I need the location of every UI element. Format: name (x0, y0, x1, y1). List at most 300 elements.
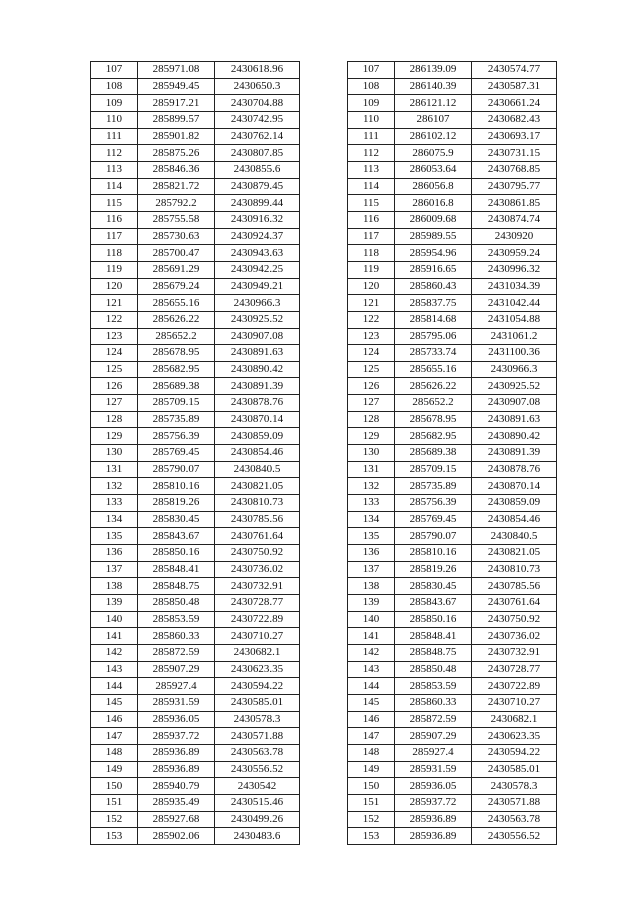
x-coordinate-cell: 285843.67 (138, 528, 215, 545)
y-coordinate-cell: 2430874.74 (472, 211, 557, 228)
table-row (348, 178, 557, 195)
table-row (91, 811, 300, 828)
y-coordinate-cell: 2430907.08 (472, 395, 557, 412)
x-coordinate-cell: 285850.16 (138, 545, 215, 562)
point-number-cell: 137 (91, 561, 138, 578)
table-row (348, 211, 557, 228)
y-coordinate-cell: 2430785.56 (215, 511, 300, 528)
y-coordinate-cell: 2430762.14 (215, 128, 300, 145)
point-number-cell: 148 (91, 744, 138, 761)
y-coordinate-cell: 2430563.78 (215, 744, 300, 761)
table-row (91, 678, 300, 695)
x-coordinate-cell: 285655.16 (138, 295, 215, 312)
x-coordinate-cell: 285689.38 (395, 445, 472, 462)
x-coordinate-cell: 285949.45 (138, 78, 215, 95)
y-coordinate-cell: 2430750.92 (472, 611, 557, 628)
x-coordinate-cell: 285872.59 (138, 644, 215, 661)
y-coordinate-cell: 2430722.89 (472, 678, 557, 695)
x-coordinate-cell: 285954.96 (395, 245, 472, 262)
table-row (348, 128, 557, 145)
y-coordinate-cell: 2430542 (215, 778, 300, 795)
point-number-cell: 119 (91, 261, 138, 278)
table-row (91, 694, 300, 711)
y-coordinate-cell: 2430942.25 (215, 261, 300, 278)
table-row (348, 611, 557, 628)
point-number-cell: 131 (348, 461, 395, 478)
y-coordinate-cell: 2430920 (472, 228, 557, 245)
point-number-cell: 140 (91, 611, 138, 628)
x-coordinate-cell: 285860.33 (138, 628, 215, 645)
table-row (348, 62, 557, 79)
x-coordinate-cell: 285735.89 (395, 478, 472, 495)
table-row (348, 95, 557, 112)
table-row (91, 261, 300, 278)
x-coordinate-cell: 285931.59 (395, 761, 472, 778)
y-coordinate-cell: 2430618.96 (215, 62, 300, 79)
table-row (348, 145, 557, 162)
table-row (91, 245, 300, 262)
table-row (348, 778, 557, 795)
y-coordinate-cell: 2430682.43 (472, 111, 557, 128)
table-row (348, 811, 557, 828)
y-coordinate-cell: 2430899.44 (215, 195, 300, 212)
y-coordinate-cell: 2430959.24 (472, 245, 557, 262)
y-coordinate-cell: 2430996.32 (472, 261, 557, 278)
x-coordinate-cell: 286053.64 (395, 161, 472, 178)
y-coordinate-cell: 2431042.44 (472, 295, 557, 312)
point-number-cell: 147 (348, 728, 395, 745)
x-coordinate-cell: 285899.57 (138, 111, 215, 128)
table-row (91, 744, 300, 761)
y-coordinate-cell: 2430704.88 (215, 95, 300, 112)
y-coordinate-cell: 2430761.64 (215, 528, 300, 545)
point-number-cell: 132 (348, 478, 395, 495)
table-row (348, 678, 557, 695)
x-coordinate-cell: 285769.45 (395, 511, 472, 528)
y-coordinate-cell: 2430949.21 (215, 278, 300, 295)
x-coordinate-cell: 285678.95 (395, 411, 472, 428)
point-number-cell: 120 (348, 278, 395, 295)
table-row (348, 828, 557, 845)
table-row (91, 161, 300, 178)
y-coordinate-cell: 2430821.05 (472, 545, 557, 562)
table-row (91, 761, 300, 778)
point-number-cell: 135 (91, 528, 138, 545)
table-row (91, 411, 300, 428)
table-row (91, 461, 300, 478)
point-number-cell: 114 (91, 178, 138, 195)
y-coordinate-cell: 2430966.3 (472, 361, 557, 378)
x-coordinate-cell: 285907.29 (138, 661, 215, 678)
table-row (348, 328, 557, 345)
table-row (91, 661, 300, 678)
y-coordinate-cell: 2430578.3 (215, 711, 300, 728)
point-number-cell: 145 (91, 694, 138, 711)
x-coordinate-cell: 285927.68 (138, 811, 215, 828)
y-coordinate-cell: 2430732.91 (472, 644, 557, 661)
x-coordinate-cell: 285936.05 (138, 711, 215, 728)
point-number-cell: 118 (91, 245, 138, 262)
point-number-cell: 127 (91, 395, 138, 412)
x-coordinate-cell: 285769.45 (138, 445, 215, 462)
point-number-cell: 134 (91, 511, 138, 528)
x-coordinate-cell: 286009.68 (395, 211, 472, 228)
y-coordinate-cell: 2430810.73 (472, 561, 557, 578)
y-coordinate-cell: 2430750.92 (215, 545, 300, 562)
coordinate-table-left-body (91, 62, 300, 845)
x-coordinate-cell: 285850.16 (395, 611, 472, 628)
table-row (91, 445, 300, 462)
x-coordinate-cell: 285917.21 (138, 95, 215, 112)
table-row (91, 611, 300, 628)
point-number-cell: 135 (348, 528, 395, 545)
table-row (91, 278, 300, 295)
y-coordinate-cell: 2430907.08 (215, 328, 300, 345)
y-coordinate-cell: 2430925.52 (472, 378, 557, 395)
y-coordinate-cell: 2430870.14 (472, 478, 557, 495)
x-coordinate-cell: 285830.45 (138, 511, 215, 528)
point-number-cell: 125 (348, 361, 395, 378)
table-row (348, 661, 557, 678)
table-row (91, 545, 300, 562)
x-coordinate-cell: 285971.08 (138, 62, 215, 79)
table-row (348, 295, 557, 312)
y-coordinate-cell: 2430854.46 (472, 511, 557, 528)
y-coordinate-cell: 2430571.88 (215, 728, 300, 745)
x-coordinate-cell: 285927.4 (395, 744, 472, 761)
x-coordinate-cell: 285846.36 (138, 161, 215, 178)
table-row (91, 111, 300, 128)
table-row (348, 694, 557, 711)
y-coordinate-cell: 2430891.63 (215, 345, 300, 362)
point-number-cell: 128 (348, 411, 395, 428)
table-row (91, 528, 300, 545)
x-coordinate-cell: 285850.48 (395, 661, 472, 678)
y-coordinate-cell: 2430761.64 (472, 595, 557, 612)
table-row (348, 411, 557, 428)
x-coordinate-cell: 285709.15 (138, 395, 215, 412)
y-coordinate-cell: 2430728.77 (472, 661, 557, 678)
point-number-cell: 116 (91, 211, 138, 228)
y-coordinate-cell: 2430722.89 (215, 611, 300, 628)
table-row (348, 345, 557, 362)
table-row (91, 361, 300, 378)
table-row (348, 511, 557, 528)
point-number-cell: 108 (348, 78, 395, 95)
point-number-cell: 131 (91, 461, 138, 478)
x-coordinate-cell: 286016.8 (395, 195, 472, 212)
point-number-cell: 124 (91, 345, 138, 362)
point-number-cell: 149 (91, 761, 138, 778)
y-coordinate-cell: 2430556.52 (472, 828, 557, 845)
point-number-cell: 138 (91, 578, 138, 595)
table-row (91, 711, 300, 728)
x-coordinate-cell: 285860.43 (395, 278, 472, 295)
point-number-cell: 133 (91, 495, 138, 512)
x-coordinate-cell: 285626.22 (138, 311, 215, 328)
table-row (348, 628, 557, 645)
x-coordinate-cell: 285989.55 (395, 228, 472, 245)
y-coordinate-cell: 2430736.02 (472, 628, 557, 645)
table-row (91, 211, 300, 228)
y-coordinate-cell: 2430855.6 (215, 161, 300, 178)
table-row (91, 178, 300, 195)
table-row (348, 578, 557, 595)
y-coordinate-cell: 2430682.1 (472, 711, 557, 728)
x-coordinate-cell: 285860.33 (395, 694, 472, 711)
y-coordinate-cell: 2430924.37 (215, 228, 300, 245)
point-number-cell: 117 (348, 228, 395, 245)
table-row (91, 195, 300, 212)
coordinate-table-right-body (348, 62, 557, 845)
x-coordinate-cell: 285935.49 (138, 794, 215, 811)
table-row (91, 228, 300, 245)
x-coordinate-cell: 285940.79 (138, 778, 215, 795)
y-coordinate-cell: 2430879.45 (215, 178, 300, 195)
table-row (348, 378, 557, 395)
table-row (348, 445, 557, 462)
y-coordinate-cell: 2431054.88 (472, 311, 557, 328)
point-number-cell: 130 (91, 445, 138, 462)
point-number-cell: 121 (348, 295, 395, 312)
point-number-cell: 120 (91, 278, 138, 295)
point-number-cell: 144 (348, 678, 395, 695)
table-row (348, 644, 557, 661)
y-coordinate-cell: 2430891.63 (472, 411, 557, 428)
y-coordinate-cell: 2430840.5 (472, 528, 557, 545)
point-number-cell: 119 (348, 261, 395, 278)
x-coordinate-cell: 285679.24 (138, 278, 215, 295)
table-row (91, 295, 300, 312)
y-coordinate-cell: 2430890.42 (215, 361, 300, 378)
point-number-cell: 151 (348, 794, 395, 811)
x-coordinate-cell: 285901.82 (138, 128, 215, 145)
point-number-cell: 136 (91, 545, 138, 562)
x-coordinate-cell: 285821.72 (138, 178, 215, 195)
point-number-cell: 133 (348, 495, 395, 512)
y-coordinate-cell: 2430623.35 (472, 728, 557, 745)
y-coordinate-cell: 2430710.27 (472, 694, 557, 711)
point-number-cell: 110 (91, 111, 138, 128)
point-number-cell: 113 (348, 161, 395, 178)
point-number-cell: 145 (348, 694, 395, 711)
x-coordinate-cell: 285927.4 (138, 678, 215, 695)
table-row (348, 78, 557, 95)
y-coordinate-cell: 2430594.22 (472, 744, 557, 761)
table-row (91, 328, 300, 345)
y-coordinate-cell: 2430810.73 (215, 495, 300, 512)
x-coordinate-cell: 285848.75 (395, 644, 472, 661)
point-number-cell: 110 (348, 111, 395, 128)
table-row (348, 245, 557, 262)
y-coordinate-cell: 2430585.01 (472, 761, 557, 778)
point-number-cell: 132 (91, 478, 138, 495)
table-row (348, 728, 557, 745)
table-row (348, 528, 557, 545)
y-coordinate-cell: 2430728.77 (215, 595, 300, 612)
table-row (91, 628, 300, 645)
table-row (91, 478, 300, 495)
y-coordinate-cell: 2430661.24 (472, 95, 557, 112)
x-coordinate-cell: 286102.12 (395, 128, 472, 145)
table-row (348, 361, 557, 378)
point-number-cell: 137 (348, 561, 395, 578)
y-coordinate-cell: 2430925.52 (215, 311, 300, 328)
point-number-cell: 144 (91, 678, 138, 695)
x-coordinate-cell: 285902.06 (138, 828, 215, 845)
point-number-cell: 152 (91, 811, 138, 828)
table-row (91, 428, 300, 445)
table-row (348, 561, 557, 578)
point-number-cell: 113 (91, 161, 138, 178)
y-coordinate-cell: 2430594.22 (215, 678, 300, 695)
x-coordinate-cell: 285853.59 (395, 678, 472, 695)
y-coordinate-cell: 2430732.91 (215, 578, 300, 595)
point-number-cell: 122 (91, 311, 138, 328)
point-number-cell: 109 (348, 95, 395, 112)
y-coordinate-cell: 2430515.46 (215, 794, 300, 811)
x-coordinate-cell: 285843.67 (395, 595, 472, 612)
point-number-cell: 126 (91, 378, 138, 395)
x-coordinate-cell: 285691.29 (138, 261, 215, 278)
x-coordinate-cell: 285937.72 (138, 728, 215, 745)
point-number-cell: 141 (91, 628, 138, 645)
y-coordinate-cell: 2430859.09 (472, 495, 557, 512)
y-coordinate-cell: 2430693.17 (472, 128, 557, 145)
x-coordinate-cell: 286140.39 (395, 78, 472, 95)
table-row (348, 461, 557, 478)
x-coordinate-cell: 285848.75 (138, 578, 215, 595)
x-coordinate-cell: 285872.59 (395, 711, 472, 728)
table-row (91, 728, 300, 745)
table-row (91, 794, 300, 811)
y-coordinate-cell: 2430587.31 (472, 78, 557, 95)
point-number-cell: 146 (348, 711, 395, 728)
y-coordinate-cell: 2430966.3 (215, 295, 300, 312)
x-coordinate-cell: 285819.26 (395, 561, 472, 578)
table-row (91, 828, 300, 845)
x-coordinate-cell: 285830.45 (395, 578, 472, 595)
y-coordinate-cell: 2430571.88 (472, 794, 557, 811)
y-coordinate-cell: 2430943.63 (215, 245, 300, 262)
point-number-cell: 138 (348, 578, 395, 595)
x-coordinate-cell: 285792.2 (138, 195, 215, 212)
x-coordinate-cell: 285709.15 (395, 461, 472, 478)
y-coordinate-cell: 2430585.01 (215, 694, 300, 711)
table-row (348, 161, 557, 178)
table-row (348, 495, 557, 512)
x-coordinate-cell: 285848.41 (138, 561, 215, 578)
point-number-cell: 107 (348, 62, 395, 79)
table-row (348, 545, 557, 562)
y-coordinate-cell: 2430891.39 (472, 445, 557, 462)
y-coordinate-cell: 2430795.77 (472, 178, 557, 195)
x-coordinate-cell: 285626.22 (395, 378, 472, 395)
table-row (348, 478, 557, 495)
point-number-cell: 153 (91, 828, 138, 845)
table-row (91, 778, 300, 795)
x-coordinate-cell: 286139.09 (395, 62, 472, 79)
x-coordinate-cell: 285936.89 (138, 761, 215, 778)
table-row (91, 128, 300, 145)
point-number-cell: 117 (91, 228, 138, 245)
y-coordinate-cell: 2430890.42 (472, 428, 557, 445)
point-number-cell: 126 (348, 378, 395, 395)
y-coordinate-cell: 2430682.1 (215, 644, 300, 661)
y-coordinate-cell: 2430736.02 (215, 561, 300, 578)
table-row (348, 794, 557, 811)
coordinate-table-right (347, 61, 557, 845)
x-coordinate-cell: 285655.16 (395, 361, 472, 378)
point-number-cell: 123 (91, 328, 138, 345)
point-number-cell: 150 (91, 778, 138, 795)
x-coordinate-cell: 285652.2 (395, 395, 472, 412)
x-coordinate-cell: 285790.07 (395, 528, 472, 545)
x-coordinate-cell: 285936.89 (138, 744, 215, 761)
y-coordinate-cell: 2430785.56 (472, 578, 557, 595)
y-coordinate-cell: 2431061.2 (472, 328, 557, 345)
x-coordinate-cell: 285875.26 (138, 145, 215, 162)
x-coordinate-cell: 286056.8 (395, 178, 472, 195)
x-coordinate-cell: 285652.2 (138, 328, 215, 345)
y-coordinate-cell: 2430916.32 (215, 211, 300, 228)
y-coordinate-cell: 2430483.6 (215, 828, 300, 845)
point-number-cell: 149 (348, 761, 395, 778)
x-coordinate-cell: 285735.89 (138, 411, 215, 428)
point-number-cell: 114 (348, 178, 395, 195)
y-coordinate-cell: 2430742.95 (215, 111, 300, 128)
y-coordinate-cell: 2430710.27 (215, 628, 300, 645)
x-coordinate-cell: 285837.75 (395, 295, 472, 312)
y-coordinate-cell: 2430870.14 (215, 411, 300, 428)
table-row (348, 111, 557, 128)
y-coordinate-cell: 2430623.35 (215, 661, 300, 678)
y-coordinate-cell: 2430574.77 (472, 62, 557, 79)
x-coordinate-cell: 285936.05 (395, 778, 472, 795)
table-row (91, 578, 300, 595)
x-coordinate-cell: 285937.72 (395, 794, 472, 811)
table-row (348, 428, 557, 445)
table-row (91, 511, 300, 528)
point-number-cell: 111 (348, 128, 395, 145)
y-coordinate-cell: 2430859.09 (215, 428, 300, 445)
point-number-cell: 107 (91, 62, 138, 79)
point-number-cell: 142 (91, 644, 138, 661)
table-row (91, 395, 300, 412)
table-row (348, 195, 557, 212)
point-number-cell: 121 (91, 295, 138, 312)
y-coordinate-cell: 2430650.3 (215, 78, 300, 95)
point-number-cell: 112 (348, 145, 395, 162)
table-row (91, 145, 300, 162)
x-coordinate-cell: 285916.65 (395, 261, 472, 278)
x-coordinate-cell: 286107 (395, 111, 472, 128)
table-row (91, 78, 300, 95)
table-row (91, 62, 300, 79)
point-number-cell: 150 (348, 778, 395, 795)
point-number-cell: 139 (91, 595, 138, 612)
point-number-cell: 123 (348, 328, 395, 345)
x-coordinate-cell: 285936.89 (395, 828, 472, 845)
point-number-cell: 143 (348, 661, 395, 678)
point-number-cell: 153 (348, 828, 395, 845)
x-coordinate-cell: 285931.59 (138, 694, 215, 711)
x-coordinate-cell: 285795.06 (395, 328, 472, 345)
y-coordinate-cell: 2430891.39 (215, 378, 300, 395)
table-row (348, 711, 557, 728)
point-number-cell: 136 (348, 545, 395, 562)
y-coordinate-cell: 2430840.5 (215, 461, 300, 478)
